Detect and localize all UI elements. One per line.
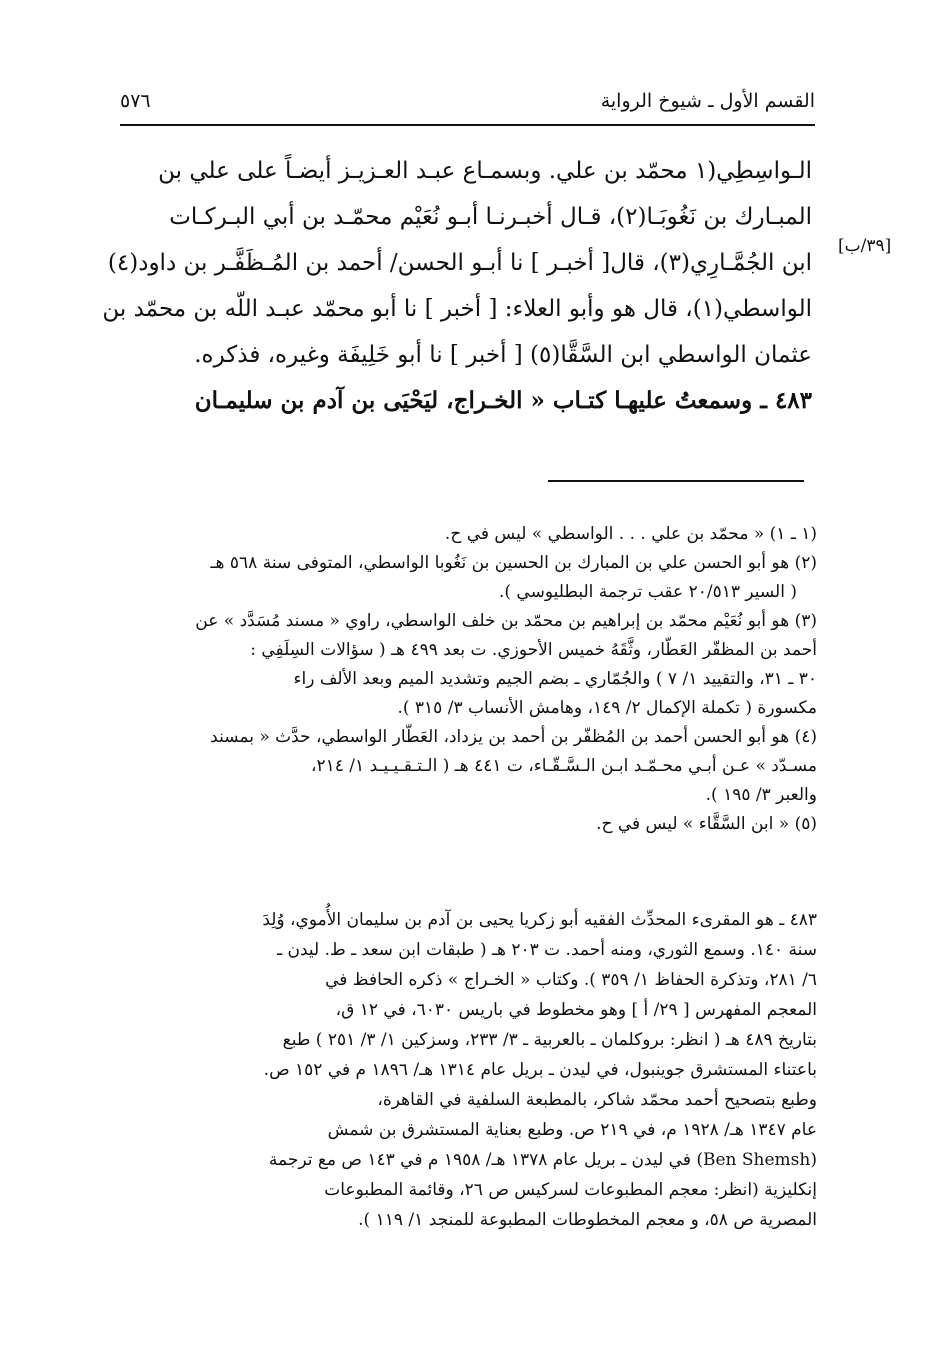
footnote-continuation: ٣٠ ـ ٣١، والتقييد ١/ ٧ ) والجُمّاري ـ بضم الجيم وتشديد الميم وبعد الألف راء [293,669,817,689]
main-line: الـواسِطِي(١ محمّد بن علي. وبسمـاع عبـد العـزيـز أيضـاً على علي بن [158,158,812,184]
main-line: المبـارك بن نَغُوبَـا(٢)، قـال أخبـرنـا أبـو نُعَيْم محمّـد بن أبي البـركـات [169,204,812,230]
margin-reference: [٣٩/ب] [838,236,892,256]
footnote: (٥) « ابن السَّقَّاء » ليس في ح. [596,814,817,834]
commentary-line: باعتناء المستشرق جوينبول، في ليدن ـ بريل عام ١٣١٤ هـ/ ١٨٩٦ م في ١٥٢ ص. [263,1060,817,1080]
commentary-section [112,905,817,1235]
footnote-continuation: أحمد بن المظفّر العَطّار، وثَّقَهُ خميس الأحوزي. ت بعد ٤٩٩ هـ ( سؤالات السِلَفِي : [250,640,817,660]
commentary-line: بتاريخ ٤٨٩ هـ ( انظر: بروكلمان ـ بالعربية ـ ٣/ ٢٣٣، وسزكين ١/ ٣/ ٢٥١ ) طبع [282,1030,817,1050]
commentary-line: ٤٨٣ ـ هو المقرىء المحدِّث الفقيه أبو زكريا يحيى بن آدم بن سليمان الأُموي، وُلِدَ [262,910,817,930]
commentary-line: وطبع بتصحيح أحمد محمّد شاكر، بالمطبعة السلفية في القاهرة، [377,1090,817,1110]
commentary-line: المصرية ص ٥٨، و معجم المخطوطات المطبوعة للمنجد ١/ ١١٩ ). [358,1210,817,1230]
footnote: (٤) هو أبو الحسن أحمد بن المُظفّر بن أحمد بن يزداد، العَطّار الواسطي، حدَّث « بمسند [210,727,817,747]
footnote-continuation: ( السير ٢٠/٥١٣ عقب ترجمة البطليوسي ). [498,582,797,602]
main-line: ابن الجُمَّـارِي(٣)، قال[ أخبـر ] نا أبـو الحسن/ أحمد بن المُـظَفَّـر بن داود(٤) [107,250,812,276]
commentary-line: (Ben Shemsh) في ليدن ـ بريل عام ١٣٧٨ هـ/ ١٩٥٨ م في ١٤٣ ص مع ترجمة [268,1150,817,1170]
main-line: عثمان الواسطي ابن السَّقَّا(٥) [ أخبر ] نا أبو خَلِيفَة وغيره، فذكره. [194,342,812,368]
footnote-continuation: مكسورة ( تكملة الإكمال ٢/ ١٤٩، وهامش الأنساب ٣/ ٣١٥ ). [397,698,817,718]
commentary-line: إنكليزية (انظر: معجم المطبوعات لسركيس ص ٢٦، وقائمة المطبوعات [324,1180,817,1200]
main-text [102,148,812,424]
commentary-line: ٦/ ٢٨١، وتذكرة الحفاظ ١/ ٣٥٩ ). وكتاب « الخـراج » ذكره الحافظ في [325,970,817,990]
running-title: القسم الأول ـ شيوخ الرواية [600,90,815,112]
footnote: (١ ـ ١) « محمّد بن علي . . . الواسطي » ليس في ح. [444,524,817,544]
footnote-divider [548,480,804,482]
footnote-continuation: مسـدّد » عـن أبـي محـمّـد ابـن الـسَّـقّـاء، ت ٤٤١ هـ ( الـتـقـيـيـد ١/ ٢١٤، [310,756,817,776]
page-number: ٥٧٦ [120,90,151,112]
footnotes [112,520,817,839]
entry-483-heading: ٤٨٣ ـ وسمعتُ عليهـا كتـاب « الخـراج، ليَحْيَى بن آدم بن سليمـان [194,387,812,414]
commentary-line: سنة ١٤٠. وسمع الثوري، ومنه أحمد. ت ٢٠٣ هـ ( طبقات ابن سعد ـ ط. ليدن ـ [277,940,817,960]
page-header [120,88,815,126]
footnote: (٣) هو أبو نُعَيْم محمّد بن إبراهيم بن محمّد بن خلف الواسطي، راوي « مسند مُسَدَّد » عن [195,611,817,631]
footnote: (٢) هو أبو الحسن علي بن المبارك بن الحسين بن نَغُوبا الواسطي، المتوفى سنة ٥٦٨ هـ [210,553,817,573]
main-line: الواسطي(١)، قال هو وأبو العلاء: [ أخبر ] نا أبو محمّد عبـد اللّه بن محمّد بن [102,296,812,322]
commentary-line: عام ١٣٤٧ هـ/ ١٩٢٨ م، في ٢١٩ ص. وطبع بعناية المستشرق بن شمش [327,1120,817,1140]
footnote-continuation: والعبر ٣/ ١٩٥ ). [705,785,817,805]
commentary-line: المعجم المفهرس [ ٢٩/ أ ] وهو مخطوط في باريس ٦٠٣٠، في ١٢ ق، [335,1000,817,1020]
